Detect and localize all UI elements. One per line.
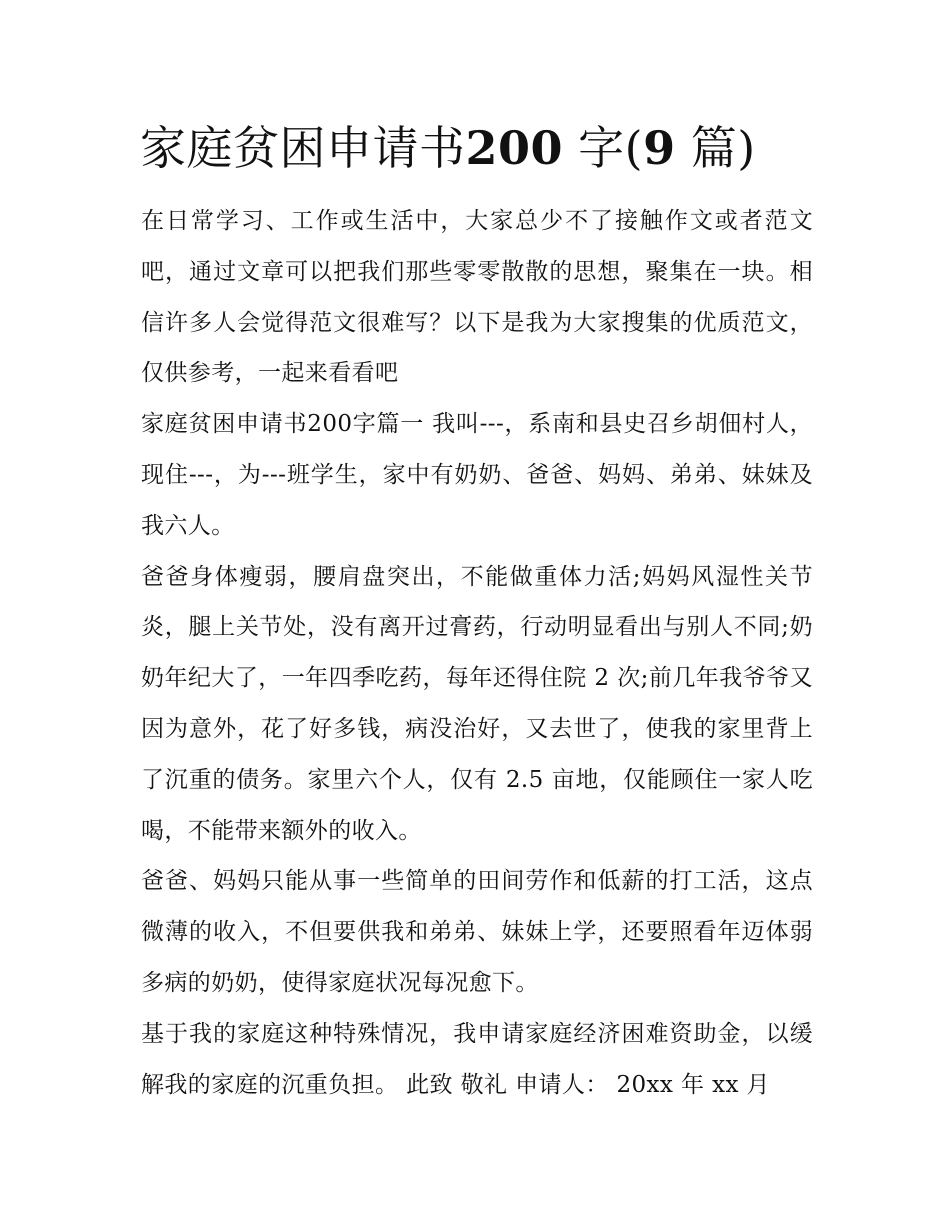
title-number-9: 9 [643, 121, 676, 175]
document-body [141, 196, 813, 1110]
title-text-main: 家庭贫困申请书 [140, 121, 466, 175]
title-number-200: 200 [465, 121, 564, 175]
paragraph-self-introduction: 家庭贫困申请书200字篇一 我叫---，系南和县史召乡胡佃村人，现住---，为---班学生，家中有奶奶、爸爸、妈妈、弟弟、妹妹及我六人。 [141, 411, 813, 539]
paragraph-intro: 在日常学习、工作或生活中，大家总少不了接触作文或者范文吧，通过文章可以把我们那些零零散散的思想，聚集在一块。相信许多人会觉得范文很难写？以下是我为大家搜集的优质范文，仅供参考，一起来看看吧 [141, 208, 813, 387]
paragraph-family-health: 爸爸身体瘦弱，腰肩盘突出，不能做重体力活;妈妈风湿性关节炎，腿上关节处，没有离开过膏药，行动明显看出与别人不同;奶奶年纪大了，一年四季吃药，每年还得住院 2 次;前几年我爷爷又因为意外，花了好多钱，病没治好，又去世了，使我的家里背上了沉重的债务。家里六个人，仅有 2.5 亩地，仅能顾住一家人吃喝，不能带来额外的收入。 [141, 563, 813, 844]
title-text-pian: 篇) [675, 121, 756, 175]
title-text-zi: 字( [563, 121, 644, 175]
paragraph-application: 基于我的家庭这种特殊情况，我申请家庭经济困难资助金，以缓解我的家庭的沉重负担。 此致 敬礼 申请人： 20xx 年 xx 月 [141, 1020, 813, 1098]
document-title [140, 112, 830, 184]
paragraph-family-income: 爸爸、妈妈只能从事一些简单的田间劳作和低薪的打工活，这点微薄的收入，不但要供我和弟弟、妹妹上学，还要照看年迈体弱多病的奶奶，使得家庭状况每况愈下。 [141, 868, 813, 996]
